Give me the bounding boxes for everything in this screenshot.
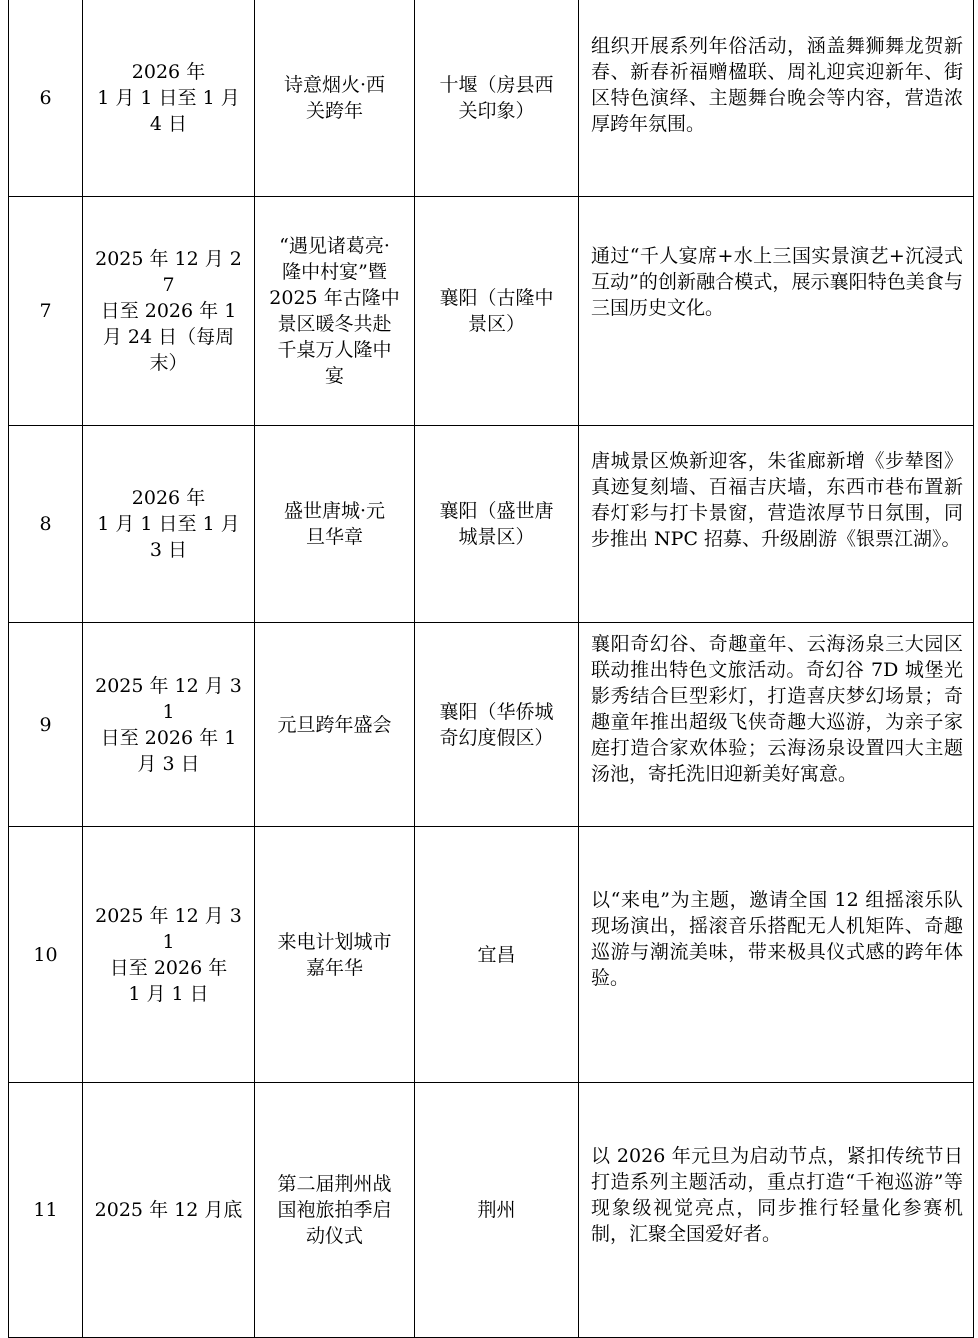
event-date: 2025 年 12 月 27 日至 2026 年 1 月 24 日（每周 末） — [83, 197, 255, 426]
event-date: 2025 年 12 月 31 日至 2026 年 1 月 3 日 — [83, 623, 255, 827]
table-row — [9, 1083, 974, 1338]
table-row — [9, 426, 974, 623]
event-content: 唐城景区焕新迎客，朱雀廊新增《步辇图》真迹复刻墙、百福吉庆墙，东西市巷布置新春灯彩与打卡景窗，营造浓厚节日氛围，同步推出 NPC 招募、升级剧游《银票江湖》。 — [579, 426, 974, 623]
event-content: 组织开展系列年俗活动，涵盖舞狮舞龙贺新春、新春祈福赠楹联、周礼迎宾迎新年、街区特色演绎、主题舞台晚会等内容，营造浓厚跨年氛围。 — [579, 0, 974, 197]
event-content: 襄阳奇幻谷、奇趣童年、云海汤泉三大园区联动推出特色文旅活动。奇幻谷 7D 城堡光影秀结合巨型彩灯，打造喜庆梦幻场景；奇趣童年推出超级飞侠奇趣大巡游，为亲子家庭打造合家欢体验；云海汤泉设置四大主题汤池，寄托洗旧迎新美好寓意。 — [579, 623, 974, 827]
table-row — [9, 0, 974, 197]
event-location: 十堰（房县西 关印象） — [415, 0, 579, 197]
row-number: 9 — [9, 623, 83, 827]
event-location: 襄阳（华侨城 奇幻度假区） — [415, 623, 579, 827]
event-date: 2025 年 12 月 31 日至 2026 年 1 月 1 日 — [83, 827, 255, 1083]
row-number: 6 — [9, 0, 83, 197]
event-name: 来电计划城市 嘉年华 — [255, 827, 415, 1083]
row-number: 10 — [9, 827, 83, 1083]
event-date: 2025 年 12 月底 — [83, 1083, 255, 1338]
event-location: 荆州 — [415, 1083, 579, 1338]
table-row — [9, 197, 974, 426]
event-name: 第二届荆州战 国袍旅拍季启 动仪式 — [255, 1083, 415, 1338]
event-name: 诗意烟火·西 关跨年 — [255, 0, 415, 197]
row-number: 11 — [9, 1083, 83, 1338]
event-location: 宜昌 — [415, 827, 579, 1083]
row-number: 7 — [9, 197, 83, 426]
event-location: 襄阳（古隆中 景区） — [415, 197, 579, 426]
table-row — [9, 623, 974, 827]
event-name: 盛世唐城·元 旦华章 — [255, 426, 415, 623]
event-date: 2026 年 1 月 1 日至 1 月 4 日 — [83, 0, 255, 197]
event-location: 襄阳（盛世唐 城景区） — [415, 426, 579, 623]
row-number: 8 — [9, 426, 83, 623]
event-content: 通过“千人宴席+水上三国实景演艺+沉浸式互动”的创新融合模式，展示襄阳特色美食与三国历史文化。 — [579, 197, 974, 426]
event-name: 元旦跨年盛会 — [255, 623, 415, 827]
event-name: “遇见诸葛亮· 隆中村宴”暨 2025 年古隆中 景区暖冬共赴 千桌万人隆中 宴 — [255, 197, 415, 426]
event-content: 以“来电”为主题，邀请全国 12 组摇滚乐队现场演出，摇滚音乐搭配无人机矩阵、奇趣巡游与潮流美味，带来极具仪式感的跨年体验。 — [579, 827, 974, 1083]
event-content: 以 2026 年元旦为启动节点，紧扣传统节日打造系列主题活动，重点打造“千袍巡游”等现象级视觉亮点，同步推行轻量化参赛机制，汇聚全国爱好者。 — [579, 1083, 974, 1338]
events-table — [8, 0, 974, 1338]
event-date: 2026 年 1 月 1 日至 1 月 3 日 — [83, 426, 255, 623]
table-row — [9, 827, 974, 1083]
